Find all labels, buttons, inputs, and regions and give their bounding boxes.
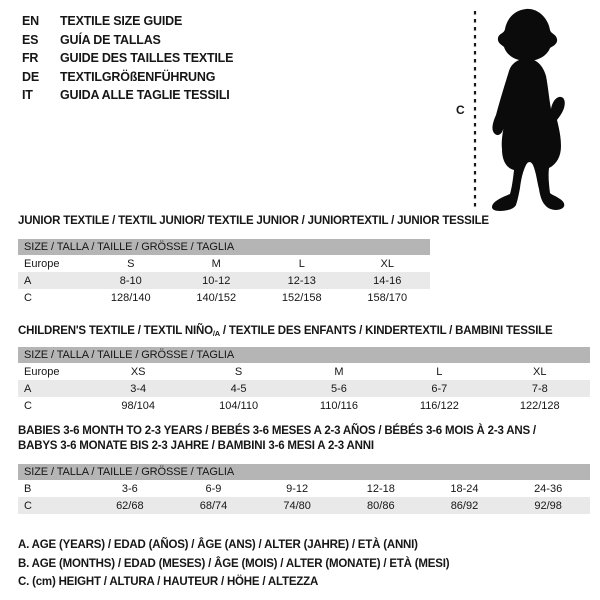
value-cell: 116/122	[419, 399, 459, 412]
title-subscript: /A	[212, 329, 220, 338]
guide-title: GUIDE DES TAILLES TEXTILE	[60, 51, 234, 65]
size-table-children	[18, 363, 590, 414]
table-row	[18, 272, 430, 289]
value-cell: 158/170	[367, 291, 408, 304]
size-header-bar: SIZE / TALLA / TAILLE / GRÖSSE / TAGLIA	[18, 347, 590, 363]
value-cell: 12-18	[366, 482, 395, 495]
value-cell: 74/80	[283, 499, 311, 512]
language-row	[22, 31, 233, 50]
value-cell: 62/68	[116, 499, 144, 512]
babies-textile-section	[18, 424, 590, 514]
value-cell: 12-13	[287, 274, 316, 287]
value-cell: 104/110	[219, 399, 259, 412]
junior-textile-section	[18, 215, 489, 306]
value-cell: 9-12	[286, 482, 309, 495]
table-row	[18, 255, 430, 272]
value-cell: XL	[533, 365, 547, 378]
size-table-babies	[18, 480, 590, 514]
size-header-bar: SIZE / TALLA / TAILLE / GRÖSSE / TAGLIA	[18, 239, 430, 255]
value-cell: 3-6	[121, 482, 138, 495]
section-title: JUNIOR TEXTILE / TEXTIL JUNIOR/ TEXTILE JUNIOR / JUNIORTEXTIL / JUNIOR TESSILE	[18, 215, 489, 227]
table-row	[18, 480, 590, 497]
value-cell: 128/140	[110, 291, 151, 304]
value-cell: 86/92	[450, 499, 479, 512]
value-cell: 18-24	[450, 482, 479, 495]
value-cell: 6-9	[205, 482, 222, 495]
value-cell: M	[334, 365, 344, 378]
children-textile-section	[18, 325, 590, 414]
baby-body	[492, 58, 565, 211]
title-text: CHILDREN'S TEXTILE / TEXTIL NIÑO	[18, 325, 213, 337]
language-row	[22, 68, 233, 87]
value-cell: XS	[130, 365, 146, 378]
legend-line-c: C. (cm) HEIGHT / ALTURA / HAUTEUR / HÖHE / ALTEZZA	[18, 576, 319, 588]
value-cell: XL	[380, 257, 394, 270]
size-table-junior	[18, 255, 430, 306]
height-measure-label: C	[456, 103, 465, 117]
baby-head	[498, 9, 557, 61]
title-text: / TEXTILE DES ENFANTS / KINDERTEXTIL / BAMBINI TESSILE	[219, 325, 553, 337]
baby-silhouette-icon	[450, 6, 595, 212]
language-code: ES	[22, 32, 39, 47]
guide-title: TEXTILE SIZE GUIDE	[60, 14, 183, 28]
legend-line-a: A. AGE (YEARS) / EDAD (AÑOS) / ÂGE (ANS) / ALTER (JAHRE) / ETÀ (ANNI)	[18, 539, 418, 551]
value-cell: L	[298, 257, 305, 270]
language-code: DE	[22, 69, 39, 84]
section-title	[18, 325, 590, 337]
row-label-cell: A	[24, 274, 32, 287]
language-code: EN	[22, 14, 39, 28]
value-cell: 92/98	[534, 499, 562, 512]
title-line: BABYS 3-6 MONATE BIS 2-3 JAHRE / BAMBINI 3-6 MESI A 2-3 ANNI	[18, 440, 374, 452]
row-label-cell: C	[24, 399, 32, 412]
language-row	[22, 86, 233, 105]
table-row	[18, 497, 590, 514]
value-cell: 3-4	[130, 382, 147, 395]
row-label-cell: C	[24, 499, 32, 512]
value-cell: 110/116	[319, 399, 359, 412]
size-header-bar: SIZE / TALLA / TAILLE / GRÖSSE / TAGLIA	[18, 464, 590, 480]
value-cell: 24-36	[534, 482, 563, 495]
measurement-legend	[18, 536, 449, 592]
value-cell: L	[436, 365, 443, 378]
language-title-list	[22, 12, 233, 105]
language-code: FR	[22, 51, 39, 65]
table-row	[18, 380, 590, 397]
section-title	[18, 424, 590, 454]
guide-title: TEXTILGRÖßENFÜHRUNG	[60, 69, 216, 84]
value-cell: 80/86	[367, 499, 395, 512]
table-row	[18, 397, 590, 414]
table-row	[18, 289, 430, 306]
row-label-cell: B	[24, 482, 32, 495]
language-row	[22, 49, 233, 68]
row-label-cell: A	[24, 382, 32, 395]
language-row	[22, 12, 233, 31]
table-row	[18, 363, 590, 380]
value-cell: 140/152	[196, 291, 237, 304]
value-cell: 10-12	[202, 274, 231, 287]
value-cell: 7-8	[531, 382, 548, 395]
value-cell: S	[234, 365, 243, 378]
guide-title: GUIDA ALLE TAGLIE TESSILI	[60, 88, 230, 102]
value-cell: 4-5	[230, 382, 247, 395]
legend-line-b: B. AGE (MONTHS) / EDAD (MESES) / ÂGE (MOIS) / ALTER (MONATE) / ETÀ (MESI)	[18, 557, 450, 570]
value-cell: 68/74	[199, 499, 228, 512]
language-code: IT	[22, 88, 33, 102]
value-cell: 14-16	[373, 274, 402, 287]
title-line: BABIES 3-6 MONTH TO 2-3 YEARS / BEBÉS 3-6 MESES A 2-3 AÑOS / BÉBÉS 3-6 MOIS À 2-3 ANS /	[18, 425, 536, 437]
value-cell: 122/128	[519, 399, 560, 412]
value-cell: 6-7	[431, 382, 448, 395]
value-cell: 8-10	[119, 274, 142, 287]
row-label-cell: C	[24, 291, 32, 304]
value-cell: 5-6	[331, 382, 347, 395]
value-cell: 152/158	[281, 291, 322, 304]
row-label-cell: Europe	[24, 257, 60, 270]
value-cell: M	[211, 257, 221, 270]
value-cell: S	[127, 257, 135, 270]
guide-title: GUÍA DE TALLAS	[60, 32, 161, 47]
value-cell: 98/104	[121, 399, 156, 412]
row-label-cell: Europe	[24, 365, 60, 378]
